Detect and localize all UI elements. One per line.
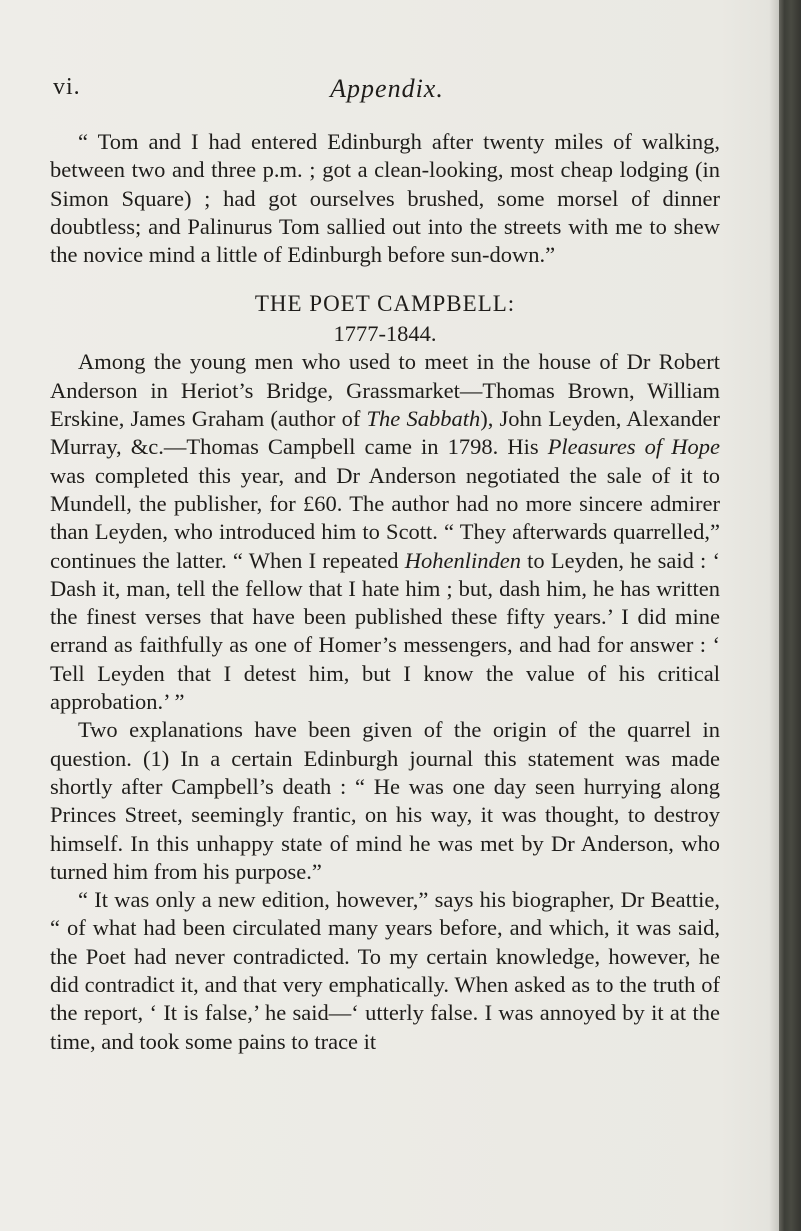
p1-text-c: ), John Leyden, Alexander Murray, &c.—Thomas Campbell came in 1798. His: [50, 406, 720, 460]
title-hohenlinden: Hohenlinden: [404, 547, 521, 573]
page-gutter-shadow: [769, 0, 779, 1231]
paragraph-2: Two explanations have been given of the origin of the quarrel in question. (1) In a certain Edinburgh journal this statement was made shortly after Campbell’s death : “ He was one day seen hurrying along Princes Street, seemingly frantic, on his way, it was thought, to destroy himself. In this unhappy state of mind he was met by Dr Anderson, who turned him from his purpose.”: [50, 717, 720, 884]
quoted-paragraph: “ Tom and I had entered Edinburgh after twenty miles of walking, between two and three p.m. ; got a clean-looking, most cheap lodging (in Simon Square) ; had got ourselves brushed, some morsel of dinner doubtless; and Palinurus Tom sallied out into the streets with me to shew the novice mind a little of Edinburgh before sun-down.”: [50, 129, 720, 268]
p1-text-g: to Leyden, he said : ‘ Dash it, man, tell the fellow that I hate him ; but, dash him, he has written the finest verses that have been published these fifty years.’ I did mine errand as faithfully as one of Homer’s messengers, and had for answer : ‘ Tell Leyden that I detest him, but I know the value of his critical approbation.’ ”: [50, 547, 720, 715]
section-dates: 1777-1844.: [333, 321, 437, 347]
section-heading: THE POET CAMPBELL:: [254, 291, 516, 317]
running-head: Appendix.: [330, 74, 444, 103]
p1-text-e: was completed this year, and Dr Anderson negotiated the sale of it to Mundell, the publisher, for £60. The author had no more sincere admirer than Leyden, who introduced him to Scott. “ They afterwards quarrelled,” continues the latter. “ When I repeated: [50, 462, 720, 573]
body-text: [50, 128, 720, 1056]
p1-text-a: Among the young men who used to meet in the house of Dr Robert Anderson in Heriot’s Bridge, Grassmarket—Thomas Brown, William Erskine, James Graham (author of: [50, 349, 720, 432]
page-header: [53, 74, 721, 114]
scan-edge: [779, 0, 801, 1231]
paragraph-1: [50, 348, 720, 716]
page-number: vi.: [53, 74, 81, 100]
title-pleasures-of-hope: Pleasures of Hope: [547, 434, 720, 460]
title-the-sabbath: The Sabbath: [366, 406, 481, 432]
paragraph-3: “ It was only a new edition, however,” says his biographer, Dr Beattie, “ of what had been circulated many years before, and which, it was said, the Poet had never contradicted. To my certain knowledge, however, he did contradict it, and that very emphatically. When asked as to the truth of the report, ‘ It is false,’ he said—‘ utterly false. I was annoyed by it at the time, and took some pains to trace it: [50, 887, 720, 1054]
